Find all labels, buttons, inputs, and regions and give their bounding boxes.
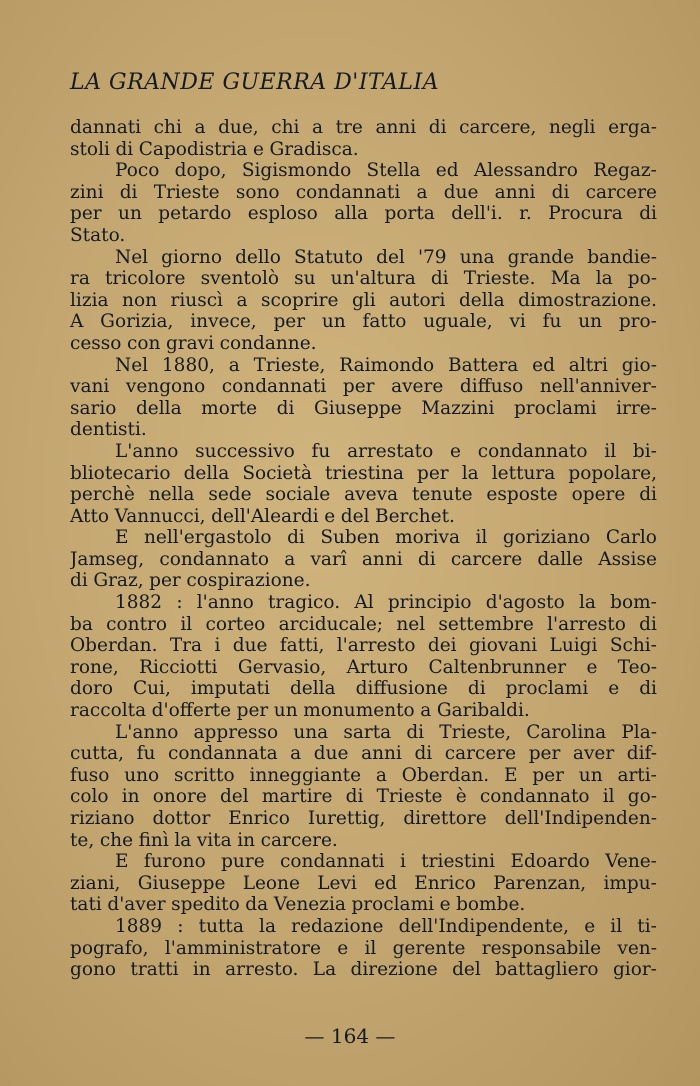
text-line: L'anno successivo fu arrestato e condannato il bi-	[115, 440, 657, 462]
text-line: Stato.	[70, 224, 126, 246]
text-line: L'anno appresso una sarta di Trieste, Carolina Pla-	[115, 721, 657, 743]
text-line: Poco dopo, Sigismondo Stella ed Alessandro Regaz-	[115, 160, 657, 182]
text-line: perchè nella sede sociale aveva tenute esposte opere di	[70, 484, 657, 506]
text-line: stoli di Capodistria e Gradisca.	[70, 138, 359, 160]
text-line: cutta, fu condannata a due anni di carcere per aver dif-	[70, 743, 657, 765]
text-line: per un petardo esploso alla porta dell'i. r. Procura di	[70, 203, 657, 225]
text-line: Nel giorno dello Statuto del '79 una grande bandie-	[115, 246, 657, 268]
text-line: lizia non riuscì a scoprire gli autori della dimostrazione.	[70, 289, 657, 311]
text-line: zini di Trieste sono condannati a due anni di carcere	[70, 181, 657, 203]
text-line: ra tricolore sventolò su un'altura di Trieste. Ma la po-	[70, 268, 657, 290]
text-line: raccolta d'offerte per un monumento a Garibaldi.	[70, 700, 530, 722]
text-line: vani vengono condannati per avere diffuso nell'anniver-	[70, 376, 657, 398]
text-line: E furono pure condannati i triestini Edoardo Vene-	[115, 851, 657, 873]
text-line: riziano dottor Enrico Iurettig, direttore dell'Indipenden-	[70, 808, 657, 829]
text-line: gono tratti in arresto. La direzione del battagliero gior-	[70, 959, 657, 981]
text-line: 1889 : tutta la redazione dell'Indipendente, e il ti-	[115, 915, 657, 937]
text-line: doro Cui, imputati della diffusione di proclami e di	[70, 678, 657, 700]
text-line: ziani, Giuseppe Leone Levi ed Enrico Parenzan, impu-	[70, 872, 657, 894]
running-header: LA GRANDE GUERRA D'ITALIA	[70, 70, 440, 95]
text-line: pografo, l'amministratore e il gerente responsabile ven-	[70, 937, 657, 959]
text-line: fuso uno scritto inneggiante a Oberdan. E per un arti-	[70, 764, 657, 786]
text-line: E nell'ergastolo di Suben moriva il goriziano Carlo	[115, 527, 657, 549]
text-line: ba contro il corteo arciducale; nel settembre l'arresto di	[70, 613, 657, 635]
text-line: dentisti.	[70, 419, 147, 441]
text-line: Atto Vannucci, dell'Aleardi e del Berchet.	[70, 505, 455, 527]
text-line: Jamseg, condannato a varî anni di carcere dalle Assise	[70, 548, 657, 570]
text-line: A Gorizia, invece, per un fatto uguale, vi fu un pro-	[70, 311, 657, 333]
text-line: di Graz, per cospirazione.	[70, 570, 311, 592]
text-line: Oberdan. Tra i due fatti, l'arresto dei giovani Luigi Schi-	[70, 635, 657, 657]
text-line: Nel 1880, a Trieste, Raimondo Battera ed altri gio-	[115, 354, 657, 376]
text-line: 1882 : l'anno tragico. Al principio d'agosto la bom-	[115, 592, 657, 614]
page-number: — 164 —	[304, 1024, 396, 1048]
text-line: tati d'aver spedito da Venezia proclami e bombe.	[70, 894, 526, 916]
text-line: rone, Ricciotti Gervasio, Arturo Caltenbrunner e Teo-	[70, 656, 657, 678]
text-line: bliotecario della Società triestina per la lettura popolare,	[70, 462, 657, 484]
text-line: te, che finì la vita in carcere.	[70, 829, 338, 851]
text-line: colo in onore del martire di Trieste è condannato il go-	[70, 786, 657, 808]
body-text	[70, 117, 657, 981]
text-line: cesso con gravi condanne.	[70, 332, 317, 354]
text-line: dannati chi a due, chi a tre anni di carcere, negli erga-	[70, 117, 657, 138]
text-line: sario della morte di Giuseppe Mazzini proclami irre-	[70, 397, 657, 419]
